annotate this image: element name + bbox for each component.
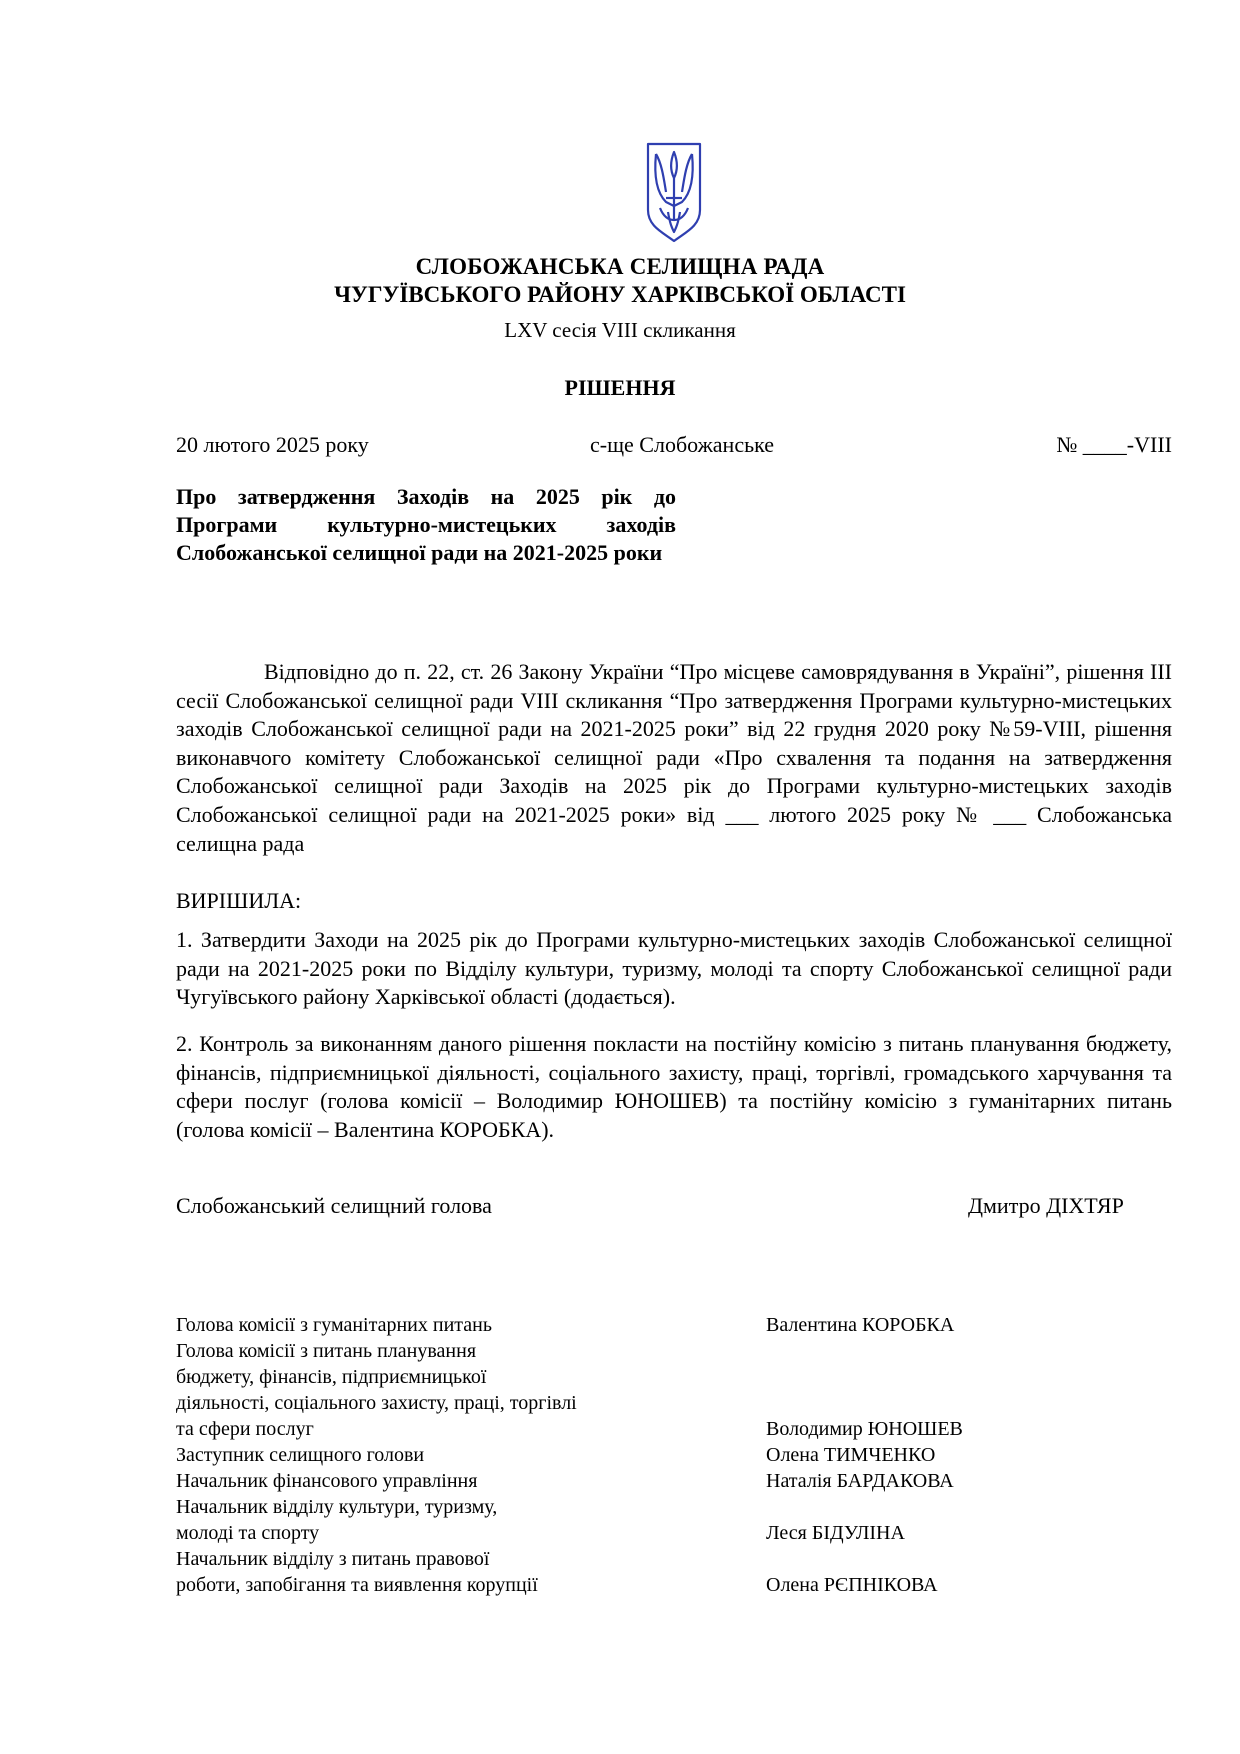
organization-region: ЧУГУЇВСЬКОГО РАЙОНУ ХАРКІВСЬКОЇ ОБЛАСТІ [334,282,906,307]
decision-date: 20 лютого 2025 року [176,432,369,457]
approval-line: Начальник фінансового управління [176,1470,478,1492]
organization-name: СЛОБОЖАНСЬКА СЕЛИЩНА РАДА [415,254,825,279]
approver-name: Олена ТИМЧЕНКО [766,1444,936,1466]
resolution-item-2: 2. Контроль за виконанням даного рішення покласти на постійну комісію з питань планування бюджету, фінансів, підприємницької діяльності, соціального захисту, праці, торгівлі, громадського харчування та сфери послуг (голова комісії – Володимир ЮНОШЕВ) та постійну комісію з гуманітарних питань (голова комісії – Валентина КОРОБКА). [176,1031,1172,1142]
resolution-item-1: 1. Затвердити Заходи на 2025 рік до Програми культурно-мистецьких заходів Слобожанської селищної ради на 2021-2025 роки по Відділу культури, туризму, молоді та спорту Слобожанської селищної ради Чугуївського району Харківської області (додається). [176,927,1172,1010]
approval-line: Начальник відділу з питань правової [176,1548,490,1570]
approver-name: Валентина КОРОБКА [766,1314,955,1336]
signatory-name: Дмитро ДІХТЯР [968,1193,1124,1218]
resolved-heading: ВИРІШИЛА: [176,888,302,913]
approval-line: Голова комісії з гуманітарних питань [176,1314,492,1336]
approval-line: роботи, запобігання та виявлення корупції [176,1574,538,1596]
decision-number: № ____-VIII [1056,432,1172,457]
approver-name: Наталія БАРДАКОВА [766,1470,954,1492]
document-title: РІШЕННЯ [564,375,676,400]
approver-name: Леся БІДУЛІНА [766,1522,905,1544]
approver-name: Олена РЄПНІКОВА [766,1574,938,1596]
approval-line: Начальник відділу культури, туризму, [176,1496,498,1518]
decision-subject: Про затвердження Заходів на 2025 рік до Програми культурно-мистецьких заходів Слобожанської селищної ради на 2021-2025 роки [176,484,676,565]
approval-line: та сфери послуг [176,1418,314,1440]
decision-place: с-ще Слобожанське [590,432,775,457]
preamble-paragraph: Відповідно до п. 22, ст. 26 Закону України “Про місцеве самоврядування в Україні”, рішення ІІІ сесії Слобожанської селищної ради VIII скликання “Про затвердження Програми культурно-мистецьких заходів Слобожанської селищної ради на 2021-2025 роки” від 22 грудня 2020 року №59-VIII, рішення виконавчого комітету Слобожанської селищної ради «Про схвалення та подання на затвердження Слобожанської селищної ради Заходів на 2025 рік до Програми культурно-мистецьких заходів Слобожанської селищної ради на 2021-2025 роки» від ___ лютого 2025 року № ___ Слобожанська селищна рада [176,659,1172,856]
signatory-title: Слобожанський селищний голова [176,1193,492,1218]
approval-line: Заступник селищного голови [176,1444,425,1466]
approval-line: діяльності, соціального захисту, праці, торгівлі [176,1392,577,1414]
approval-line: бюджету, фінансів, підприємницької [176,1366,487,1388]
approval-line: Голова комісії з питань планування [176,1340,477,1362]
approval-line: молоді та спорту [176,1522,320,1544]
session-info: LXV сесія VIII скликання [504,318,736,342]
approver-name: Володимир ЮНОШЕВ [766,1418,963,1440]
